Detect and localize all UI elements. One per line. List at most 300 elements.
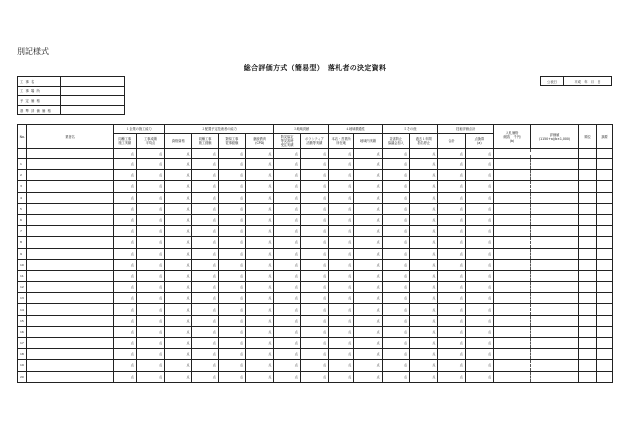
- score-cell[interactable]: [382, 259, 409, 270]
- score-cell[interactable]: [218, 349, 245, 360]
- score-cell[interactable]: [410, 149, 438, 159]
- evaluation-value-cell[interactable]: [530, 371, 578, 382]
- score-cell[interactable]: [165, 326, 192, 337]
- score-cell[interactable]: [274, 192, 300, 203]
- score-cell[interactable]: [410, 226, 438, 237]
- note-cell[interactable]: [597, 349, 613, 360]
- score-cell[interactable]: [136, 338, 164, 349]
- bid-price-cell[interactable]: [494, 203, 531, 214]
- bidder-name-cell[interactable]: [27, 338, 113, 349]
- bidder-name-cell[interactable]: [27, 259, 113, 270]
- bid-price-cell[interactable]: [494, 259, 531, 270]
- score-cell[interactable]: [382, 159, 409, 170]
- score-cell[interactable]: [192, 326, 218, 337]
- note-cell[interactable]: [597, 293, 613, 304]
- note-cell[interactable]: [597, 270, 613, 281]
- score-cell[interactable]: [329, 159, 354, 170]
- score-cell[interactable]: [165, 259, 192, 270]
- score-cell[interactable]: [274, 349, 300, 360]
- note-cell[interactable]: [597, 326, 613, 337]
- rank-cell[interactable]: [579, 304, 597, 315]
- score-cell[interactable]: [165, 181, 192, 192]
- score-cell[interactable]: [465, 270, 493, 281]
- score-cell[interactable]: [329, 282, 354, 293]
- score-cell[interactable]: [192, 248, 218, 259]
- evaluation-value-cell[interactable]: [530, 203, 578, 214]
- score-cell[interactable]: [165, 349, 192, 360]
- score-cell[interactable]: [218, 226, 245, 237]
- score-cell[interactable]: [165, 149, 192, 159]
- score-cell[interactable]: [465, 170, 493, 181]
- score-cell[interactable]: [329, 259, 354, 270]
- score-cell[interactable]: [113, 360, 136, 371]
- score-cell[interactable]: [165, 159, 192, 170]
- score-cell[interactable]: [438, 349, 465, 360]
- score-cell[interactable]: [113, 349, 136, 360]
- bid-price-cell[interactable]: [494, 170, 531, 181]
- score-cell[interactable]: [246, 226, 274, 237]
- score-cell[interactable]: [246, 282, 274, 293]
- evaluation-value-cell[interactable]: [530, 237, 578, 248]
- bid-price-cell[interactable]: [494, 159, 531, 170]
- score-cell[interactable]: [246, 293, 274, 304]
- bidder-name-cell[interactable]: [27, 237, 113, 248]
- bidder-name-cell[interactable]: [27, 192, 113, 203]
- score-cell[interactable]: [465, 159, 493, 170]
- bid-price-cell[interactable]: [494, 226, 531, 237]
- score-cell[interactable]: [136, 159, 164, 170]
- score-cell[interactable]: [274, 248, 300, 259]
- score-cell[interactable]: [192, 270, 218, 281]
- score-cell[interactable]: [329, 237, 354, 248]
- score-cell[interactable]: [192, 293, 218, 304]
- rank-cell[interactable]: [579, 237, 597, 248]
- score-cell[interactable]: [218, 159, 245, 170]
- score-cell[interactable]: [246, 371, 274, 382]
- score-cell[interactable]: [246, 360, 274, 371]
- score-cell[interactable]: [113, 248, 136, 259]
- bidder-name-cell[interactable]: [27, 149, 113, 159]
- bid-price-cell[interactable]: [494, 181, 531, 192]
- note-cell[interactable]: [597, 181, 613, 192]
- evaluation-value-cell[interactable]: [530, 226, 578, 237]
- score-cell[interactable]: [382, 181, 409, 192]
- bidder-name-cell[interactable]: [27, 293, 113, 304]
- score-cell[interactable]: [410, 203, 438, 214]
- score-cell[interactable]: [300, 315, 328, 326]
- score-cell[interactable]: [354, 149, 382, 159]
- score-cell[interactable]: [438, 248, 465, 259]
- rank-cell[interactable]: [579, 192, 597, 203]
- score-cell[interactable]: [218, 237, 245, 248]
- note-cell[interactable]: [597, 259, 613, 270]
- score-cell[interactable]: [246, 338, 274, 349]
- score-cell[interactable]: [274, 326, 300, 337]
- score-cell[interactable]: [136, 326, 164, 337]
- score-cell[interactable]: [300, 259, 328, 270]
- score-cell[interactable]: [410, 315, 438, 326]
- score-cell[interactable]: [274, 282, 300, 293]
- score-cell[interactable]: [274, 203, 300, 214]
- info-value[interactable]: [61, 77, 125, 87]
- score-cell[interactable]: [354, 203, 382, 214]
- score-cell[interactable]: [438, 237, 465, 248]
- score-cell[interactable]: [113, 203, 136, 214]
- score-cell[interactable]: [136, 192, 164, 203]
- score-cell[interactable]: [192, 181, 218, 192]
- bid-price-cell[interactable]: [494, 270, 531, 281]
- score-cell[interactable]: [382, 349, 409, 360]
- note-cell[interactable]: [597, 149, 613, 159]
- score-cell[interactable]: [329, 349, 354, 360]
- score-cell[interactable]: [274, 270, 300, 281]
- score-cell[interactable]: [329, 214, 354, 225]
- score-cell[interactable]: [246, 214, 274, 225]
- score-cell[interactable]: [438, 270, 465, 281]
- score-cell[interactable]: [136, 203, 164, 214]
- score-cell[interactable]: [246, 259, 274, 270]
- score-cell[interactable]: [354, 248, 382, 259]
- evaluation-value-cell[interactable]: [530, 259, 578, 270]
- score-cell[interactable]: [300, 270, 328, 281]
- score-cell[interactable]: [218, 259, 245, 270]
- score-cell[interactable]: [274, 315, 300, 326]
- rank-cell[interactable]: [579, 149, 597, 159]
- score-cell[interactable]: [300, 349, 328, 360]
- score-cell[interactable]: [382, 326, 409, 337]
- rank-cell[interactable]: [579, 360, 597, 371]
- score-cell[interactable]: [329, 203, 354, 214]
- score-cell[interactable]: [329, 226, 354, 237]
- evaluation-value-cell[interactable]: [530, 326, 578, 337]
- score-cell[interactable]: [354, 349, 382, 360]
- score-cell[interactable]: [113, 371, 136, 382]
- score-cell[interactable]: [274, 304, 300, 315]
- score-cell[interactable]: [382, 170, 409, 181]
- score-cell[interactable]: [165, 248, 192, 259]
- info-value[interactable]: [61, 96, 125, 106]
- rank-cell[interactable]: [579, 248, 597, 259]
- score-cell[interactable]: [354, 293, 382, 304]
- score-cell[interactable]: [113, 270, 136, 281]
- score-cell[interactable]: [354, 338, 382, 349]
- date-value[interactable]: 平成 年 月 日: [564, 77, 612, 86]
- score-cell[interactable]: [329, 315, 354, 326]
- score-cell[interactable]: [274, 170, 300, 181]
- bidder-name-cell[interactable]: [27, 282, 113, 293]
- score-cell[interactable]: [218, 293, 245, 304]
- score-cell[interactable]: [192, 338, 218, 349]
- score-cell[interactable]: [410, 192, 438, 203]
- score-cell[interactable]: [192, 349, 218, 360]
- bidder-name-cell[interactable]: [27, 203, 113, 214]
- score-cell[interactable]: [300, 192, 328, 203]
- score-cell[interactable]: [382, 237, 409, 248]
- bidder-name-cell[interactable]: [27, 214, 113, 225]
- score-cell[interactable]: [438, 304, 465, 315]
- score-cell[interactable]: [465, 326, 493, 337]
- score-cell[interactable]: [192, 159, 218, 170]
- score-cell[interactable]: [218, 270, 245, 281]
- score-cell[interactable]: [136, 293, 164, 304]
- score-cell[interactable]: [410, 349, 438, 360]
- score-cell[interactable]: [438, 326, 465, 337]
- note-cell[interactable]: [597, 338, 613, 349]
- score-cell[interactable]: [382, 338, 409, 349]
- score-cell[interactable]: [329, 326, 354, 337]
- note-cell[interactable]: [597, 192, 613, 203]
- rank-cell[interactable]: [579, 214, 597, 225]
- score-cell[interactable]: [438, 371, 465, 382]
- evaluation-value-cell[interactable]: [530, 349, 578, 360]
- score-cell[interactable]: [246, 237, 274, 248]
- score-cell[interactable]: [410, 214, 438, 225]
- score-cell[interactable]: [136, 248, 164, 259]
- rank-cell[interactable]: [579, 203, 597, 214]
- note-cell[interactable]: [597, 360, 613, 371]
- score-cell[interactable]: [192, 149, 218, 159]
- score-cell[interactable]: [246, 203, 274, 214]
- score-cell[interactable]: [382, 360, 409, 371]
- score-cell[interactable]: [165, 371, 192, 382]
- score-cell[interactable]: [136, 214, 164, 225]
- score-cell[interactable]: [438, 214, 465, 225]
- bid-price-cell[interactable]: [494, 360, 531, 371]
- score-cell[interactable]: [382, 203, 409, 214]
- score-cell[interactable]: [165, 338, 192, 349]
- bid-price-cell[interactable]: [494, 248, 531, 259]
- score-cell[interactable]: [113, 192, 136, 203]
- score-cell[interactable]: [136, 349, 164, 360]
- score-cell[interactable]: [192, 371, 218, 382]
- score-cell[interactable]: [410, 270, 438, 281]
- score-cell[interactable]: [218, 192, 245, 203]
- rank-cell[interactable]: [579, 270, 597, 281]
- bid-price-cell[interactable]: [494, 315, 531, 326]
- score-cell[interactable]: [465, 259, 493, 270]
- score-cell[interactable]: [329, 170, 354, 181]
- score-cell[interactable]: [165, 304, 192, 315]
- score-cell[interactable]: [136, 360, 164, 371]
- score-cell[interactable]: [354, 315, 382, 326]
- score-cell[interactable]: [113, 338, 136, 349]
- score-cell[interactable]: [300, 170, 328, 181]
- evaluation-value-cell[interactable]: [530, 192, 578, 203]
- note-cell[interactable]: [597, 214, 613, 225]
- score-cell[interactable]: [438, 259, 465, 270]
- rank-cell[interactable]: [579, 282, 597, 293]
- bidder-name-cell[interactable]: [27, 181, 113, 192]
- score-cell[interactable]: [274, 214, 300, 225]
- rank-cell[interactable]: [579, 170, 597, 181]
- score-cell[interactable]: [113, 149, 136, 159]
- rank-cell[interactable]: [579, 338, 597, 349]
- bidder-name-cell[interactable]: [27, 170, 113, 181]
- note-cell[interactable]: [597, 371, 613, 382]
- score-cell[interactable]: [136, 315, 164, 326]
- score-cell[interactable]: [382, 270, 409, 281]
- note-cell[interactable]: [597, 170, 613, 181]
- score-cell[interactable]: [329, 192, 354, 203]
- score-cell[interactable]: [329, 304, 354, 315]
- note-cell[interactable]: [597, 248, 613, 259]
- score-cell[interactable]: [274, 237, 300, 248]
- score-cell[interactable]: [382, 149, 409, 159]
- score-cell[interactable]: [274, 293, 300, 304]
- score-cell[interactable]: [300, 304, 328, 315]
- score-cell[interactable]: [246, 181, 274, 192]
- score-cell[interactable]: [165, 360, 192, 371]
- score-cell[interactable]: [410, 371, 438, 382]
- score-cell[interactable]: [300, 293, 328, 304]
- score-cell[interactable]: [382, 315, 409, 326]
- rank-cell[interactable]: [579, 181, 597, 192]
- score-cell[interactable]: [329, 149, 354, 159]
- score-cell[interactable]: [192, 226, 218, 237]
- score-cell[interactable]: [382, 293, 409, 304]
- score-cell[interactable]: [438, 360, 465, 371]
- score-cell[interactable]: [165, 226, 192, 237]
- score-cell[interactable]: [246, 326, 274, 337]
- score-cell[interactable]: [410, 326, 438, 337]
- score-cell[interactable]: [192, 360, 218, 371]
- score-cell[interactable]: [410, 237, 438, 248]
- score-cell[interactable]: [382, 248, 409, 259]
- score-cell[interactable]: [438, 226, 465, 237]
- evaluation-value-cell[interactable]: [530, 360, 578, 371]
- score-cell[interactable]: [300, 181, 328, 192]
- evaluation-value-cell[interactable]: [530, 304, 578, 315]
- score-cell[interactable]: [113, 170, 136, 181]
- score-cell[interactable]: [465, 226, 493, 237]
- score-cell[interactable]: [354, 360, 382, 371]
- score-cell[interactable]: [410, 259, 438, 270]
- score-cell[interactable]: [438, 338, 465, 349]
- score-cell[interactable]: [465, 371, 493, 382]
- rank-cell[interactable]: [579, 371, 597, 382]
- score-cell[interactable]: [438, 315, 465, 326]
- bidder-name-cell[interactable]: [27, 248, 113, 259]
- score-cell[interactable]: [113, 159, 136, 170]
- score-cell[interactable]: [438, 192, 465, 203]
- score-cell[interactable]: [136, 170, 164, 181]
- score-cell[interactable]: [465, 304, 493, 315]
- score-cell[interactable]: [113, 214, 136, 225]
- score-cell[interactable]: [246, 192, 274, 203]
- score-cell[interactable]: [354, 259, 382, 270]
- score-cell[interactable]: [113, 315, 136, 326]
- score-cell[interactable]: [354, 371, 382, 382]
- score-cell[interactable]: [438, 149, 465, 159]
- score-cell[interactable]: [410, 170, 438, 181]
- score-cell[interactable]: [354, 214, 382, 225]
- score-cell[interactable]: [192, 315, 218, 326]
- rank-cell[interactable]: [579, 259, 597, 270]
- bidder-name-cell[interactable]: [27, 304, 113, 315]
- score-cell[interactable]: [218, 282, 245, 293]
- bidder-name-cell[interactable]: [27, 226, 113, 237]
- score-cell[interactable]: [136, 304, 164, 315]
- score-cell[interactable]: [274, 371, 300, 382]
- evaluation-value-cell[interactable]: [530, 159, 578, 170]
- bid-price-cell[interactable]: [494, 192, 531, 203]
- bid-price-cell[interactable]: [494, 282, 531, 293]
- score-cell[interactable]: [354, 170, 382, 181]
- score-cell[interactable]: [136, 226, 164, 237]
- score-cell[interactable]: [136, 282, 164, 293]
- rank-cell[interactable]: [579, 226, 597, 237]
- note-cell[interactable]: [597, 226, 613, 237]
- score-cell[interactable]: [410, 293, 438, 304]
- score-cell[interactable]: [465, 248, 493, 259]
- score-cell[interactable]: [165, 270, 192, 281]
- bidder-name-cell[interactable]: [27, 360, 113, 371]
- rank-cell[interactable]: [579, 293, 597, 304]
- score-cell[interactable]: [300, 149, 328, 159]
- score-cell[interactable]: [218, 360, 245, 371]
- bidder-name-cell[interactable]: [27, 349, 113, 360]
- score-cell[interactable]: [465, 192, 493, 203]
- score-cell[interactable]: [113, 237, 136, 248]
- score-cell[interactable]: [246, 149, 274, 159]
- rank-cell[interactable]: [579, 315, 597, 326]
- score-cell[interactable]: [329, 360, 354, 371]
- score-cell[interactable]: [300, 248, 328, 259]
- score-cell[interactable]: [246, 349, 274, 360]
- info-value[interactable]: [61, 86, 125, 96]
- score-cell[interactable]: [465, 360, 493, 371]
- score-cell[interactable]: [382, 282, 409, 293]
- score-cell[interactable]: [165, 192, 192, 203]
- bidder-name-cell[interactable]: [27, 159, 113, 170]
- score-cell[interactable]: [329, 371, 354, 382]
- score-cell[interactable]: [329, 293, 354, 304]
- evaluation-value-cell[interactable]: [530, 315, 578, 326]
- score-cell[interactable]: [192, 259, 218, 270]
- score-cell[interactable]: [329, 270, 354, 281]
- bid-price-cell[interactable]: [494, 304, 531, 315]
- score-cell[interactable]: [465, 214, 493, 225]
- score-cell[interactable]: [165, 315, 192, 326]
- score-cell[interactable]: [165, 237, 192, 248]
- score-cell[interactable]: [410, 360, 438, 371]
- rank-cell[interactable]: [579, 326, 597, 337]
- score-cell[interactable]: [192, 203, 218, 214]
- score-cell[interactable]: [113, 282, 136, 293]
- bid-price-cell[interactable]: [494, 237, 531, 248]
- bid-price-cell[interactable]: [494, 338, 531, 349]
- bid-price-cell[interactable]: [494, 293, 531, 304]
- bid-price-cell[interactable]: [494, 349, 531, 360]
- score-cell[interactable]: [246, 159, 274, 170]
- score-cell[interactable]: [300, 338, 328, 349]
- score-cell[interactable]: [329, 338, 354, 349]
- bidder-name-cell[interactable]: [27, 270, 113, 281]
- score-cell[interactable]: [438, 159, 465, 170]
- note-cell[interactable]: [597, 237, 613, 248]
- score-cell[interactable]: [218, 214, 245, 225]
- score-cell[interactable]: [354, 326, 382, 337]
- score-cell[interactable]: [136, 181, 164, 192]
- score-cell[interactable]: [465, 237, 493, 248]
- score-cell[interactable]: [246, 270, 274, 281]
- score-cell[interactable]: [300, 214, 328, 225]
- score-cell[interactable]: [218, 304, 245, 315]
- score-cell[interactable]: [354, 181, 382, 192]
- score-cell[interactable]: [192, 170, 218, 181]
- evaluation-value-cell[interactable]: [530, 170, 578, 181]
- score-cell[interactable]: [274, 226, 300, 237]
